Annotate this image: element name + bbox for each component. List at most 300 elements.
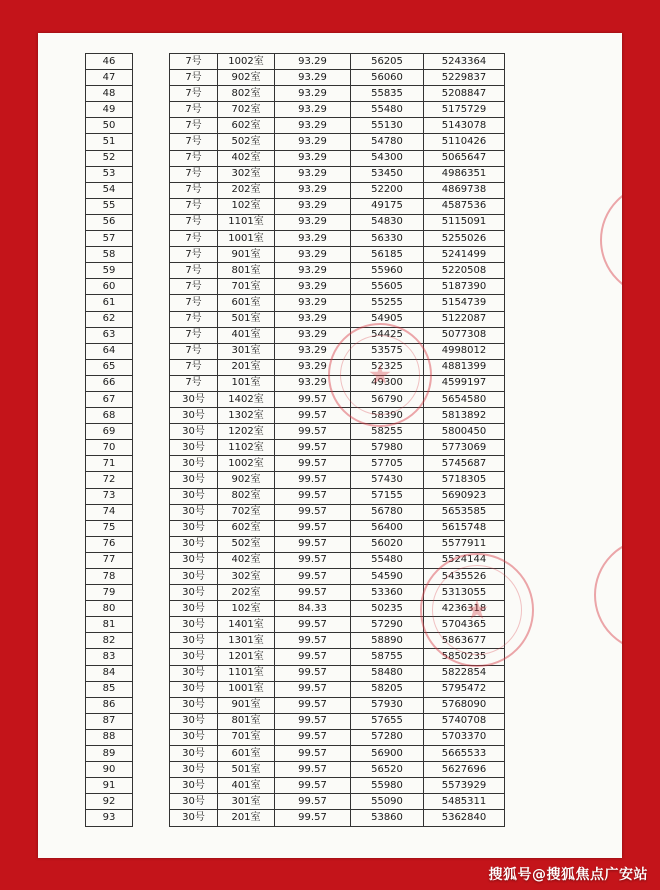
total-price-cell: 5229837: [424, 70, 505, 86]
building-number-cell: 30号: [170, 633, 218, 649]
row-number-cell: 77: [86, 552, 133, 568]
area-cell: 99.57: [275, 456, 351, 472]
unit-price-cell: 55980: [351, 778, 424, 794]
unit-price-cell: 54905: [351, 311, 424, 327]
room-number-cell: 802室: [218, 86, 275, 102]
building-number-cell: 7号: [170, 279, 218, 295]
building-number-cell: 30号: [170, 729, 218, 745]
blank-cell: [133, 488, 170, 504]
table-row: [86, 70, 505, 86]
room-number-cell: 502室: [218, 536, 275, 552]
row-number-cell: 61: [86, 295, 133, 311]
blank-cell: [133, 263, 170, 279]
watermark-text: 搜狐号@搜狐焦点广安站: [488, 867, 648, 883]
blank-cell: [133, 102, 170, 118]
row-number-cell: 89: [86, 746, 133, 762]
table-row: [86, 391, 505, 407]
unit-price-cell: 57705: [351, 456, 424, 472]
room-number-cell: 302室: [218, 166, 275, 182]
blank-cell: [133, 778, 170, 794]
row-number-cell: 86: [86, 697, 133, 713]
unit-price-cell: 55480: [351, 102, 424, 118]
blank-cell: [133, 472, 170, 488]
area-cell: 93.29: [275, 198, 351, 214]
total-price-cell: 5653585: [424, 504, 505, 520]
blank-cell: [133, 504, 170, 520]
unit-price-cell: 52325: [351, 359, 424, 375]
row-number-cell: 73: [86, 488, 133, 504]
building-number-cell: 7号: [170, 375, 218, 391]
table-row: [86, 617, 505, 633]
blank-cell: [133, 343, 170, 359]
table-row: [86, 134, 505, 150]
row-number-cell: 50: [86, 118, 133, 134]
table-row: [86, 649, 505, 665]
blank-cell: [133, 520, 170, 536]
total-price-cell: 5627696: [424, 762, 505, 778]
blank-cell: [133, 713, 170, 729]
building-number-cell: 30号: [170, 456, 218, 472]
room-number-cell: 1101室: [218, 214, 275, 230]
unit-price-cell: 56185: [351, 247, 424, 263]
building-number-cell: 7号: [170, 198, 218, 214]
unit-price-cell: 58890: [351, 633, 424, 649]
row-number-cell: 75: [86, 520, 133, 536]
row-number-cell: 60: [86, 279, 133, 295]
building-number-cell: 7号: [170, 54, 218, 70]
unit-price-cell: 53360: [351, 585, 424, 601]
building-number-cell: 30号: [170, 665, 218, 681]
total-price-cell: 5313055: [424, 585, 505, 601]
unit-price-cell: 57430: [351, 472, 424, 488]
building-number-cell: 30号: [170, 552, 218, 568]
blank-cell: [133, 681, 170, 697]
unit-price-cell: 55130: [351, 118, 424, 134]
total-price-cell: 5208847: [424, 86, 505, 102]
blank-cell: [133, 214, 170, 230]
building-number-cell: 30号: [170, 762, 218, 778]
table-row: [86, 375, 505, 391]
blank-cell: [133, 424, 170, 440]
unit-price-cell: 57655: [351, 713, 424, 729]
room-number-cell: 601室: [218, 295, 275, 311]
room-number-cell: 702室: [218, 102, 275, 118]
area-cell: 99.57: [275, 617, 351, 633]
blank-cell: [133, 569, 170, 585]
building-number-cell: 7号: [170, 311, 218, 327]
room-number-cell: 1301室: [218, 633, 275, 649]
row-number-cell: 70: [86, 440, 133, 456]
building-number-cell: 30号: [170, 697, 218, 713]
room-number-cell: 801室: [218, 263, 275, 279]
unit-price-cell: 58480: [351, 665, 424, 681]
room-number-cell: 1401室: [218, 617, 275, 633]
total-price-cell: 5745687: [424, 456, 505, 472]
room-number-cell: 201室: [218, 810, 275, 826]
total-price-cell: 5690923: [424, 488, 505, 504]
total-price-cell: 5768090: [424, 697, 505, 713]
blank-cell: [133, 391, 170, 407]
unit-price-cell: 56520: [351, 762, 424, 778]
building-number-cell: 30号: [170, 408, 218, 424]
table-row: [86, 585, 505, 601]
room-number-cell: 802室: [218, 488, 275, 504]
price-table: [85, 53, 505, 827]
building-number-cell: 30号: [170, 504, 218, 520]
row-number-cell: 49: [86, 102, 133, 118]
area-cell: 93.29: [275, 134, 351, 150]
total-price-cell: 4599197: [424, 375, 505, 391]
area-cell: 99.57: [275, 569, 351, 585]
total-price-cell: 5077308: [424, 327, 505, 343]
unit-price-cell: 53860: [351, 810, 424, 826]
total-price-cell: 5485311: [424, 794, 505, 810]
room-number-cell: 1001室: [218, 231, 275, 247]
total-price-cell: 5255026: [424, 231, 505, 247]
area-cell: 99.57: [275, 810, 351, 826]
room-number-cell: 1402室: [218, 391, 275, 407]
building-number-cell: 30号: [170, 681, 218, 697]
unit-price-cell: 55960: [351, 263, 424, 279]
room-number-cell: 301室: [218, 794, 275, 810]
row-number-cell: 64: [86, 343, 133, 359]
building-number-cell: 7号: [170, 359, 218, 375]
blank-cell: [133, 794, 170, 810]
table-row: [86, 504, 505, 520]
blank-cell: [133, 585, 170, 601]
area-cell: 93.29: [275, 54, 351, 70]
row-number-cell: 65: [86, 359, 133, 375]
table-row: [86, 198, 505, 214]
unit-price-cell: 56205: [351, 54, 424, 70]
blank-cell: [133, 649, 170, 665]
total-price-cell: 4881399: [424, 359, 505, 375]
area-cell: 99.57: [275, 391, 351, 407]
room-number-cell: 502室: [218, 134, 275, 150]
blank-cell: [133, 134, 170, 150]
row-number-cell: 74: [86, 504, 133, 520]
total-price-cell: 5813892: [424, 408, 505, 424]
unit-price-cell: 53575: [351, 343, 424, 359]
area-cell: 93.29: [275, 214, 351, 230]
row-number-cell: 63: [86, 327, 133, 343]
total-price-cell: 4236318: [424, 601, 505, 617]
total-price-cell: 5654580: [424, 391, 505, 407]
room-number-cell: 401室: [218, 778, 275, 794]
building-number-cell: 7号: [170, 70, 218, 86]
area-cell: 99.57: [275, 794, 351, 810]
table-row: [86, 214, 505, 230]
room-number-cell: 901室: [218, 247, 275, 263]
building-number-cell: 30号: [170, 424, 218, 440]
building-number-cell: 7号: [170, 118, 218, 134]
blank-cell: [133, 150, 170, 166]
building-number-cell: 30号: [170, 810, 218, 826]
total-price-cell: 4869738: [424, 182, 505, 198]
table-row: [86, 295, 505, 311]
row-number-cell: 82: [86, 633, 133, 649]
area-cell: 99.57: [275, 729, 351, 745]
row-number-cell: 90: [86, 762, 133, 778]
blank-cell: [133, 697, 170, 713]
unit-price-cell: 55090: [351, 794, 424, 810]
unit-price-cell: 56900: [351, 746, 424, 762]
unit-price-cell: 54300: [351, 150, 424, 166]
row-number-cell: 57: [86, 231, 133, 247]
table-row: [86, 86, 505, 102]
row-number-cell: 46: [86, 54, 133, 70]
unit-price-cell: 54830: [351, 214, 424, 230]
unit-price-cell: 58755: [351, 649, 424, 665]
building-number-cell: 7号: [170, 150, 218, 166]
unit-price-cell: 55605: [351, 279, 424, 295]
room-number-cell: 501室: [218, 762, 275, 778]
row-number-cell: 54: [86, 182, 133, 198]
blank-cell: [133, 247, 170, 263]
blank-cell: [133, 70, 170, 86]
building-number-cell: 30号: [170, 713, 218, 729]
row-number-cell: 48: [86, 86, 133, 102]
building-number-cell: 30号: [170, 617, 218, 633]
building-number-cell: 7号: [170, 263, 218, 279]
area-cell: 99.57: [275, 681, 351, 697]
total-price-cell: 5115091: [424, 214, 505, 230]
blank-cell: [133, 54, 170, 70]
building-number-cell: 7号: [170, 247, 218, 263]
total-price-cell: 5704365: [424, 617, 505, 633]
area-cell: 99.57: [275, 408, 351, 424]
unit-price-cell: 49300: [351, 375, 424, 391]
building-number-cell: 30号: [170, 391, 218, 407]
room-number-cell: 701室: [218, 279, 275, 295]
row-number-cell: 62: [86, 311, 133, 327]
row-number-cell: 67: [86, 391, 133, 407]
blank-cell: [133, 295, 170, 311]
area-cell: 99.57: [275, 665, 351, 681]
area-cell: 99.57: [275, 536, 351, 552]
area-cell: 84.33: [275, 601, 351, 617]
area-cell: 99.57: [275, 778, 351, 794]
total-price-cell: 5615748: [424, 520, 505, 536]
row-number-cell: 81: [86, 617, 133, 633]
unit-price-cell: 55255: [351, 295, 424, 311]
unit-price-cell: 54780: [351, 134, 424, 150]
blank-cell: [133, 198, 170, 214]
unit-price-cell: 56330: [351, 231, 424, 247]
room-number-cell: 1002室: [218, 54, 275, 70]
total-price-cell: 5243364: [424, 54, 505, 70]
area-cell: 93.29: [275, 150, 351, 166]
unit-price-cell: 57280: [351, 729, 424, 745]
table-row: [86, 359, 505, 375]
table-row: [86, 279, 505, 295]
blank-cell: [133, 729, 170, 745]
area-cell: 93.29: [275, 86, 351, 102]
building-number-cell: 30号: [170, 472, 218, 488]
document-page: [38, 33, 622, 858]
row-number-cell: 92: [86, 794, 133, 810]
room-number-cell: 402室: [218, 150, 275, 166]
building-number-cell: 7号: [170, 231, 218, 247]
table-row: [86, 633, 505, 649]
total-price-cell: 4998012: [424, 343, 505, 359]
room-number-cell: 501室: [218, 311, 275, 327]
room-number-cell: 1101室: [218, 665, 275, 681]
area-cell: 93.29: [275, 327, 351, 343]
room-number-cell: 902室: [218, 472, 275, 488]
row-number-cell: 88: [86, 729, 133, 745]
total-price-cell: 5175729: [424, 102, 505, 118]
area-cell: 93.29: [275, 263, 351, 279]
table-row: [86, 552, 505, 568]
unit-price-cell: 56020: [351, 536, 424, 552]
total-price-cell: 5850235: [424, 649, 505, 665]
row-number-cell: 85: [86, 681, 133, 697]
unit-price-cell: 57930: [351, 697, 424, 713]
building-number-cell: 7号: [170, 214, 218, 230]
blank-cell: [133, 279, 170, 295]
area-cell: 99.57: [275, 472, 351, 488]
room-number-cell: 602室: [218, 520, 275, 536]
building-number-cell: 30号: [170, 649, 218, 665]
official-seal-stamp-edge: [600, 183, 622, 297]
building-number-cell: 30号: [170, 520, 218, 536]
room-number-cell: 202室: [218, 585, 275, 601]
table-row: [86, 569, 505, 585]
area-cell: 93.29: [275, 343, 351, 359]
building-number-cell: 7号: [170, 182, 218, 198]
unit-price-cell: 55480: [351, 552, 424, 568]
building-number-cell: 7号: [170, 134, 218, 150]
total-price-cell: 5065647: [424, 150, 505, 166]
unit-price-cell: 50235: [351, 601, 424, 617]
area-cell: 93.29: [275, 70, 351, 86]
total-price-cell: 5362840: [424, 810, 505, 826]
room-number-cell: 702室: [218, 504, 275, 520]
building-number-cell: 7号: [170, 86, 218, 102]
row-number-cell: 93: [86, 810, 133, 826]
building-number-cell: 30号: [170, 794, 218, 810]
total-price-cell: 5435526: [424, 569, 505, 585]
room-number-cell: 201室: [218, 359, 275, 375]
blank-cell: [133, 810, 170, 826]
table-row: [86, 681, 505, 697]
row-number-cell: 69: [86, 424, 133, 440]
building-number-cell: 30号: [170, 746, 218, 762]
total-price-cell: 5822854: [424, 665, 505, 681]
room-number-cell: 102室: [218, 601, 275, 617]
blank-cell: [133, 182, 170, 198]
area-cell: 99.57: [275, 552, 351, 568]
table-row: [86, 536, 505, 552]
total-price-cell: 5573929: [424, 778, 505, 794]
row-number-cell: 78: [86, 569, 133, 585]
table-row: [86, 520, 505, 536]
building-number-cell: 30号: [170, 536, 218, 552]
table-row: [86, 472, 505, 488]
row-number-cell: 79: [86, 585, 133, 601]
building-number-cell: 30号: [170, 585, 218, 601]
area-cell: 93.29: [275, 102, 351, 118]
row-number-cell: 72: [86, 472, 133, 488]
building-number-cell: 30号: [170, 440, 218, 456]
total-price-cell: 5187390: [424, 279, 505, 295]
total-price-cell: 5577911: [424, 536, 505, 552]
row-number-cell: 83: [86, 649, 133, 665]
table-row: [86, 311, 505, 327]
blank-cell: [133, 552, 170, 568]
table-row: [86, 150, 505, 166]
building-number-cell: 30号: [170, 601, 218, 617]
row-number-cell: 52: [86, 150, 133, 166]
blank-cell: [133, 375, 170, 391]
area-cell: 99.57: [275, 520, 351, 536]
unit-price-cell: 55835: [351, 86, 424, 102]
unit-price-cell: 58255: [351, 424, 424, 440]
room-number-cell: 801室: [218, 713, 275, 729]
unit-price-cell: 54425: [351, 327, 424, 343]
unit-price-cell: 57290: [351, 617, 424, 633]
area-cell: 99.57: [275, 424, 351, 440]
area-cell: 93.29: [275, 247, 351, 263]
area-cell: 93.29: [275, 375, 351, 391]
table-row: [86, 182, 505, 198]
table-row: [86, 601, 505, 617]
blank-cell: [133, 617, 170, 633]
unit-price-cell: 56400: [351, 520, 424, 536]
total-price-cell: 5740708: [424, 713, 505, 729]
blank-cell: [133, 633, 170, 649]
blank-cell: [133, 408, 170, 424]
table-row: [86, 794, 505, 810]
row-number-cell: 56: [86, 214, 133, 230]
row-number-cell: 68: [86, 408, 133, 424]
room-number-cell: 101室: [218, 375, 275, 391]
area-cell: 93.29: [275, 182, 351, 198]
total-price-cell: 5800450: [424, 424, 505, 440]
total-price-cell: 5665533: [424, 746, 505, 762]
area-cell: 99.57: [275, 649, 351, 665]
area-cell: 99.57: [275, 585, 351, 601]
table-row: [86, 231, 505, 247]
blank-cell: [133, 311, 170, 327]
unit-price-cell: 58390: [351, 408, 424, 424]
unit-price-cell: 52200: [351, 182, 424, 198]
row-number-cell: 80: [86, 601, 133, 617]
table-row: [86, 263, 505, 279]
room-number-cell: 1001室: [218, 681, 275, 697]
blank-cell: [133, 166, 170, 182]
row-number-cell: 87: [86, 713, 133, 729]
room-number-cell: 301室: [218, 343, 275, 359]
blank-cell: [133, 665, 170, 681]
unit-price-cell: 56060: [351, 70, 424, 86]
row-number-cell: 47: [86, 70, 133, 86]
area-cell: 99.57: [275, 504, 351, 520]
total-price-cell: 5863677: [424, 633, 505, 649]
unit-price-cell: 56780: [351, 504, 424, 520]
area-cell: 99.57: [275, 488, 351, 504]
unit-price-cell: 57980: [351, 440, 424, 456]
area-cell: 93.29: [275, 231, 351, 247]
room-number-cell: 1102室: [218, 440, 275, 456]
row-number-cell: 91: [86, 778, 133, 794]
room-number-cell: 902室: [218, 70, 275, 86]
room-number-cell: 1201室: [218, 649, 275, 665]
total-price-cell: 4587536: [424, 198, 505, 214]
total-price-cell: 5122087: [424, 311, 505, 327]
area-cell: 93.29: [275, 359, 351, 375]
